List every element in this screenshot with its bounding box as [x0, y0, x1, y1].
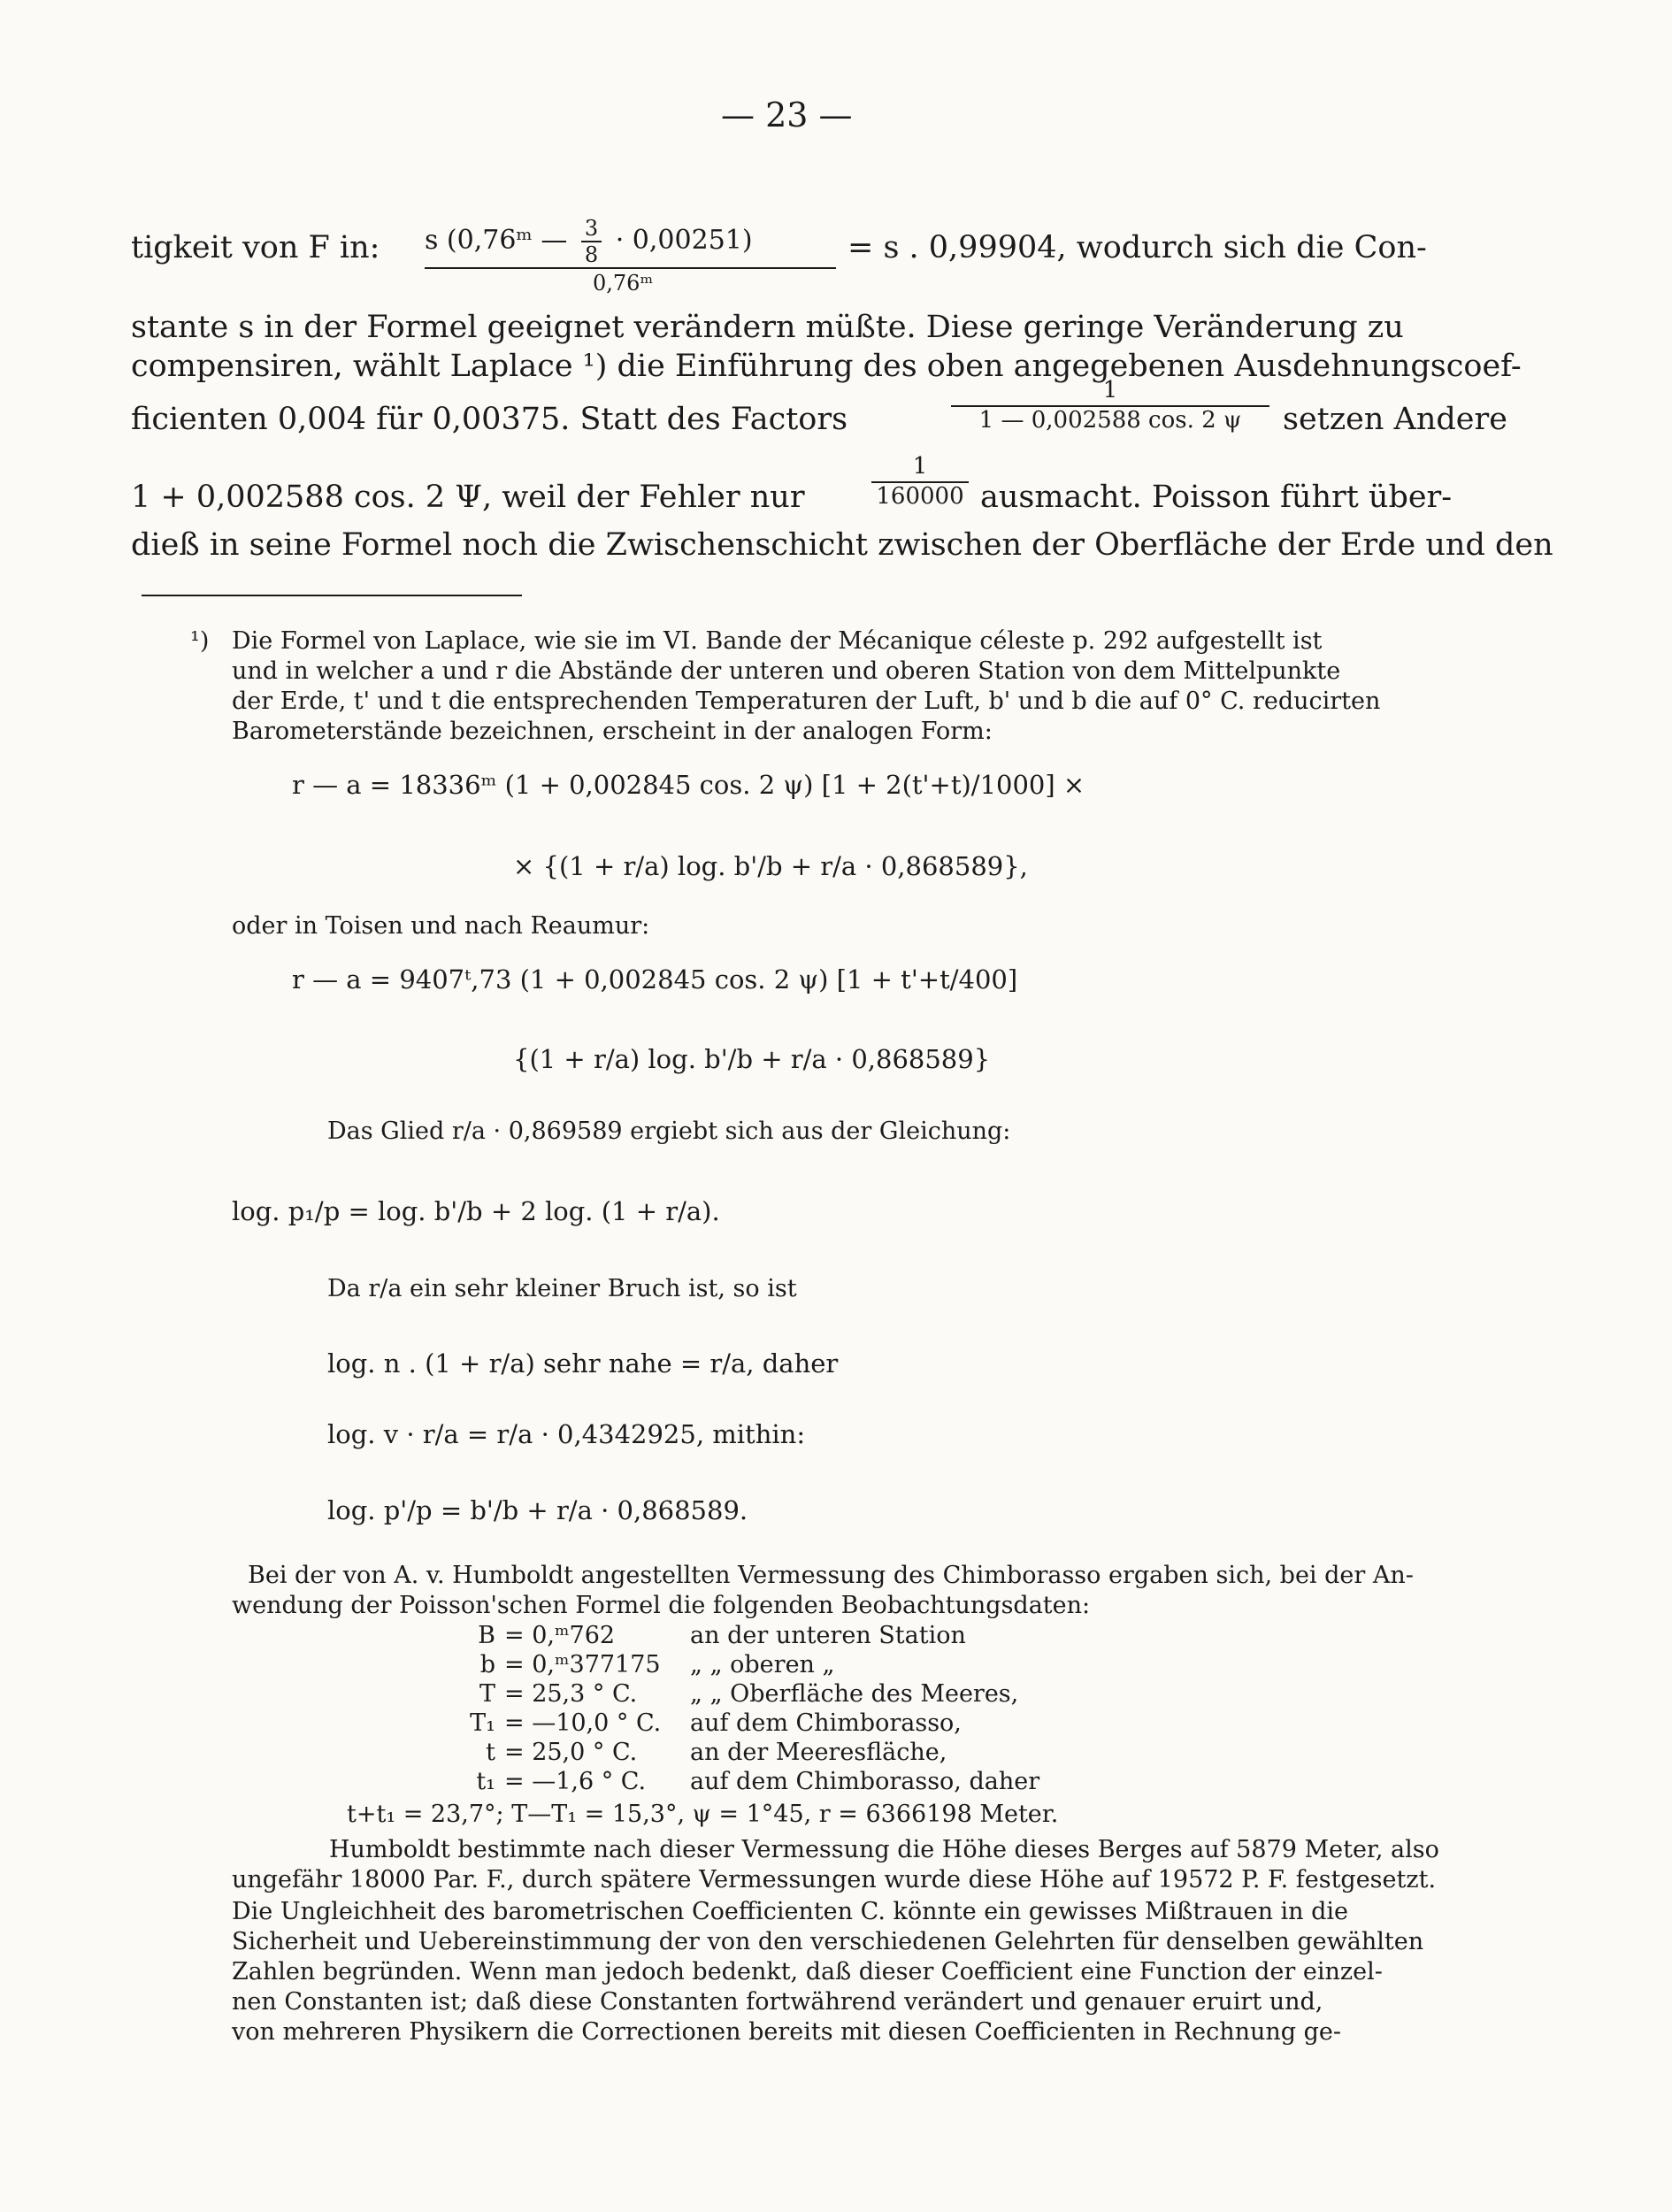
laplace-equation-toisen: r — a = 9407ᵗ,73 (1 + 0,002845 cos. 2 ψ) [1 + t'+t/400] — [292, 964, 1018, 995]
observation-row — [460, 1679, 1048, 1709]
text-line-1-lead: tigkeit von F in: — [131, 230, 380, 265]
summary-line: t+t₁ = 23,7°; T—T₁ = 15,3°, ψ = 1°45, r = 6366198 Meter. — [347, 1801, 1059, 1828]
footnote-line-6: Das Glied r/a · 0,869589 ergiebt sich aus der Gleichung: — [327, 1118, 1011, 1145]
footnote-para-2-line-1: Humboldt bestimmte nach dieser Vermessung die Höhe dieses Berges auf 5879 Meter, also — [329, 1836, 1439, 1863]
footnote-line-5: oder in Toisen und nach Reaumur: — [232, 912, 650, 940]
footnote-para-2-line-2: ungefähr 18000 Par. F., durch spätere Vermessungen wurde diese Höhe auf 19572 P. F. festgesetzt. — [232, 1866, 1437, 1893]
observation-row — [460, 1709, 1048, 1738]
log-equation-4: log. p'/p = b'/b + r/a · 0,868589. — [327, 1495, 748, 1525]
factor-numerator: 1 — [951, 377, 1269, 407]
footnote-line-1: Die Formel von Laplace, wie sie im VI. Bande der Mécanique céleste p. 292 aufgestellt ist — [232, 627, 1323, 655]
fraction-denominator: 8 — [584, 242, 599, 267]
error-numerator: 1 — [871, 453, 969, 483]
log-equation-3: log. v · r/a = r/a · 0,4342925, mithin: — [327, 1419, 806, 1449]
text-line-1-result: = s . 0,99904, wodurch sich die Con- — [848, 230, 1427, 265]
text-line-5a: 1 + 0,002588 cos. 2 Ψ, weil der Fehler nur — [131, 480, 805, 515]
observation-desc: an der unteren Station — [690, 1622, 966, 1649]
footnote-line-4: Barometerstände bezeichnen, erscheint in der analogen Form: — [232, 718, 993, 745]
log-equation-1: log. p₁/p = log. b'/b + 2 log. (1 + r/a). — [232, 1196, 720, 1226]
text-line-4b: setzen Andere — [1283, 402, 1507, 437]
factor-denominator: 1 — 0,002588 cos. 2 ψ — [978, 407, 1242, 434]
footnote-line-2: und in welcher a und r die Abstände der unteren und oberen Station von dem Mittelpunkte — [232, 657, 1341, 685]
page-number: — 23 — — [721, 96, 853, 134]
observation-desc: „ „ oberen „ — [690, 1651, 835, 1678]
observation-row — [460, 1621, 1048, 1650]
log-equation-2: log. n . (1 + r/a) sehr nahe = r/a, daher — [327, 1348, 839, 1379]
text-line-6: dieß in seine Formel noch die Zwischenschicht zwischen der Oberfläche der Erde und den — [131, 527, 1553, 563]
observation-val: = —10,0 ° C. — [504, 1709, 662, 1737]
error-fraction — [871, 453, 969, 510]
footnote-para-2-line-4: Sicherheit und Uebereinstimmung der von den verschiedenen Gelehrten für denselben gewählten — [232, 1928, 1424, 1955]
ratio-numerator-end: · 0,00251) — [615, 225, 753, 256]
observation-sym: b — [479, 1651, 495, 1678]
laplace-equation-metric: r — a = 18336ᵐ (1 + 0,002845 cos. 2 ψ) [1 + 2(t'+t)/1000] × — [292, 770, 1085, 800]
footnote-line-3: der Erde, t' und t die entsprechenden Temperaturen der Luft, b' und b die auf 0° C. reducirten — [232, 687, 1381, 715]
footnote-para-2-line-7: von mehreren Physikern die Correctionen bereits mit diesen Coefficienten in Rechnung ge- — [232, 2018, 1342, 2046]
ratio-denominator: 0,76ᵐ — [593, 271, 654, 296]
footnote-para-1-line-1: Bei der von A. v. Humboldt angestellten Vermessung des Chimborasso ergaben sich, bei der An- — [248, 1562, 1414, 1589]
ratio-numerator-start: s (0,76ᵐ — — [425, 225, 576, 256]
observation-sym: T₁ — [470, 1709, 495, 1737]
footnote-para-2-line-5: Zahlen begründen. Wenn man jedoch bedenkt, daß dieser Coefficient eine Function der einzel- — [232, 1958, 1383, 1985]
text-line-3: compensiren, wählt Laplace ¹) die Einführung des oben angegebenen Ausdehnungscoef- — [131, 349, 1522, 384]
text-line-2: stante s in der Formel geeignet verändern müßte. Diese geringe Veränderung zu — [131, 310, 1404, 345]
observation-desc: auf dem Chimborasso, daher — [690, 1768, 1040, 1795]
observation-sym: t — [486, 1739, 495, 1766]
text-line-4a: ficienten 0,004 für 0,00375. Statt des Factors — [131, 402, 848, 437]
fraction-bar — [425, 267, 836, 269]
observation-val: = 25,3 ° C. — [504, 1680, 638, 1708]
footnote-para-1-line-2: wendung der Poisson'schen Formel die folgenden Beobachtungsdaten: — [232, 1592, 1091, 1619]
laplace-equation-toisen-cont: {(1 + r/a) log. b'/b + r/a · 0,868589} — [513, 1044, 991, 1074]
observation-row — [460, 1767, 1048, 1796]
observation-sym: B — [478, 1622, 495, 1649]
fraction-numerator: 3 — [581, 216, 602, 242]
footnote-para-2-line-6: nen Constanten ist; daß diese Constanten fortwährend verändert und genauer eruirt und, — [232, 1988, 1323, 2016]
footnote-marker: ¹) — [190, 627, 210, 655]
footnote-line-7: Da r/a ein sehr kleiner Bruch ist, so ist — [327, 1275, 797, 1302]
ratio-expression — [425, 184, 836, 296]
observation-val: = —1,6 ° C. — [504, 1768, 647, 1795]
laplace-equation-metric-cont: × {(1 + r/a) log. b'/b + r/a · 0,868589}, — [513, 851, 1028, 881]
observation-desc: „ „ Oberfläche des Meeres, — [690, 1680, 1019, 1708]
observation-val: = 0,ᵐ377175 — [504, 1651, 661, 1678]
observation-desc: an der Meeresfläche, — [690, 1739, 947, 1766]
observation-data-table — [460, 1621, 1048, 1796]
observation-desc: auf dem Chimborasso, — [690, 1709, 962, 1737]
observation-val: = 25,0 ° C. — [504, 1739, 638, 1766]
observation-row — [460, 1650, 1048, 1679]
observation-sym: t₁ — [476, 1768, 495, 1795]
footnote-para-2-line-3: Die Ungleichheit des barometrischen Coefficienten C. könnte ein gewisses Mißtrauen in die — [232, 1898, 1349, 1925]
observation-val: = 0,ᵐ762 — [504, 1622, 616, 1649]
error-denominator: 160000 — [876, 483, 964, 510]
observation-row — [460, 1738, 1048, 1767]
three-eighths-fraction — [581, 216, 602, 267]
text-line-5b: ausmacht. Poisson führt über- — [980, 480, 1453, 515]
footnote-separator — [142, 595, 522, 596]
factor-fraction — [951, 377, 1269, 434]
observation-sym: T — [479, 1680, 495, 1708]
